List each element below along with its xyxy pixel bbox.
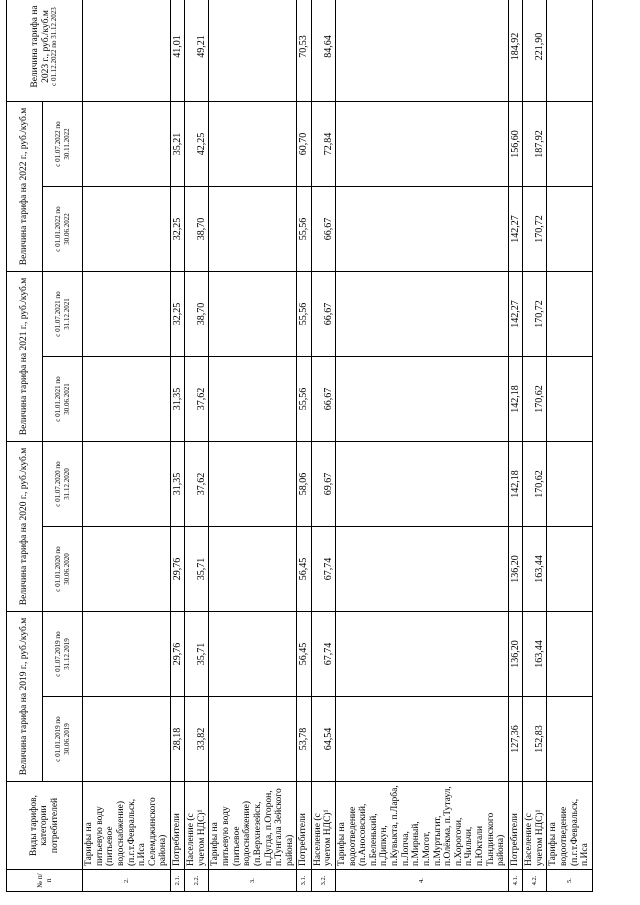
tariff-value: 38,70	[185, 272, 209, 357]
header-2022: Величина тарифа на 2022 г., руб./куб.м	[7, 102, 43, 272]
tariff-value	[547, 102, 593, 187]
tariff-value: 35,71	[185, 527, 209, 612]
tariff-name: Население (с учетом НДС)¹	[311, 782, 335, 870]
tariff-value: 42,25	[185, 102, 209, 187]
tariff-name: Население (с учетом НДС)¹	[523, 782, 547, 870]
table-row	[508, 0, 522, 892]
tariff-value: 28,18	[171, 697, 185, 782]
table-row	[171, 0, 185, 892]
header-2019: Величина тарифа на 2019 г., руб./куб.м	[7, 612, 43, 782]
tariff-value: 66,67	[311, 187, 335, 272]
tariff-name: Потребители	[508, 782, 522, 870]
row-number: 3.2.	[311, 870, 335, 892]
tariff-value: 66,67	[311, 272, 335, 357]
rotated-page	[6, 5, 591, 892]
period-2020-2: с 01.07.2020 по 31.12.2020	[43, 442, 83, 527]
period-2021-1: с 01.01.2021 по 30.06.2021	[43, 357, 83, 442]
row-number: 2.1.	[171, 870, 185, 892]
tariff-value: 49,21	[185, 0, 209, 102]
tariff-name: Население (с учетом НДС)¹	[185, 782, 209, 870]
tariff-value: 184,92	[508, 0, 522, 102]
row-number: 2.	[83, 870, 171, 892]
tariff-value	[335, 357, 508, 442]
tariff-value	[547, 527, 593, 612]
row-number: 5.	[547, 870, 593, 892]
period-2019-2: с 01.07.2019 по 31.12.2019	[43, 612, 83, 697]
tariff-value: 33,82	[185, 697, 209, 782]
tariff-value: 56,45	[297, 612, 311, 697]
tariff-value: 136,20	[508, 612, 522, 697]
tariff-value: 221,90	[523, 0, 547, 102]
table-row	[83, 0, 171, 892]
period-2022-1: с 01.01.2022 по 30.06.2022	[43, 187, 83, 272]
period-2020-1: с 01.01.2020 по 30.06.2020	[43, 527, 83, 612]
table-row	[185, 0, 209, 892]
tariff-value	[547, 442, 593, 527]
tariff-value: 32,25	[171, 272, 185, 357]
tariff-value	[209, 527, 297, 612]
tariff-value: 35,71	[185, 612, 209, 697]
tariff-value: 187,92	[523, 102, 547, 187]
header-type: Виды тарифов, категории потребителей	[7, 782, 83, 870]
tariff-value: 41,01	[171, 0, 185, 102]
tariff-value: 55,56	[297, 187, 311, 272]
tariff-value: 32,25	[171, 187, 185, 272]
tariff-value: 67,74	[311, 527, 335, 612]
tariff-value	[335, 612, 508, 697]
tariff-value	[209, 0, 297, 102]
tariff-table	[6, 0, 593, 892]
tariff-name: Тарифы на питьевую воду (питьевое водоснабжение) (п.Верхнезейск, п.Дугда, п.Огорон, п.Тунгала Зейского района)	[209, 782, 297, 870]
table-row	[335, 0, 508, 892]
tariff-value: 170,72	[523, 187, 547, 272]
tariff-value: 142,27	[508, 272, 522, 357]
tariff-name: Тарифы на водоотведение (п.г.т.Февральск, п.Иса	[547, 782, 593, 870]
tariff-value	[547, 0, 593, 102]
table-row	[297, 0, 311, 892]
header-2023-period: с 01.12.2022 по 31.12.2023	[50, 7, 59, 86]
tariff-value: 170,62	[523, 442, 547, 527]
tariff-value	[335, 442, 508, 527]
tariff-value	[209, 357, 297, 442]
tariff-value: 156,60	[508, 102, 522, 187]
tariff-value	[83, 442, 171, 527]
header-2023-title: Величина тарифа на 2023 г., руб./куб.м	[29, 5, 51, 88]
tariff-value: 31,35	[171, 442, 185, 527]
tariff-value	[83, 357, 171, 442]
row-number: 3.1.	[297, 870, 311, 892]
tariff-value	[209, 612, 297, 697]
tariff-value	[335, 272, 508, 357]
tariff-value: 55,56	[297, 272, 311, 357]
tariff-value: 56,45	[297, 527, 311, 612]
tariff-value: 60,70	[297, 102, 311, 187]
tariff-value	[547, 697, 593, 782]
tariff-value: 35,21	[171, 102, 185, 187]
tariff-value: 29,76	[171, 527, 185, 612]
tariff-value	[335, 697, 508, 782]
row-number: 2.2.	[185, 870, 209, 892]
tariff-value	[209, 272, 297, 357]
period-2019-1: с 01.01.2019 по 30.06.2019	[43, 697, 83, 782]
tariff-value: 38,70	[185, 187, 209, 272]
tariff-value: 142,27	[508, 187, 522, 272]
tariff-value: 53,78	[297, 697, 311, 782]
table-body	[83, 0, 593, 892]
tariff-value: 55,56	[297, 357, 311, 442]
period-2021-2: с 01.07.2021 по 31.12.2021	[43, 272, 83, 357]
tariff-value	[83, 187, 171, 272]
tariff-value: 37,62	[185, 442, 209, 527]
row-number: 4.1.	[508, 870, 522, 892]
tariff-value	[547, 357, 593, 442]
table-row	[523, 0, 547, 892]
tariff-value: 84,64	[311, 0, 335, 102]
header-2020: Величина тарифа на 2020 г., руб./куб.м	[7, 442, 43, 612]
header-2023	[7, 0, 83, 102]
tariff-value	[83, 0, 171, 102]
tariff-value: 70,53	[297, 0, 311, 102]
row-number: 3.	[209, 870, 297, 892]
tariff-value	[209, 187, 297, 272]
period-2022-2: с 01.07.2022 по 30.11.2022	[43, 102, 83, 187]
tariff-value: 127,36	[508, 697, 522, 782]
tariff-value: 67,74	[311, 612, 335, 697]
tariff-value	[209, 442, 297, 527]
table-row	[209, 0, 297, 892]
tariff-value: 69,67	[311, 442, 335, 527]
header-num: № п/п	[7, 870, 83, 892]
tariff-value	[83, 697, 171, 782]
tariff-value	[209, 697, 297, 782]
tariff-value	[335, 187, 508, 272]
tariff-value: 72,84	[311, 102, 335, 187]
tariff-value	[83, 612, 171, 697]
tariff-value	[547, 187, 593, 272]
row-number: 4.2.	[523, 870, 547, 892]
tariff-value: 142,18	[508, 442, 522, 527]
tariff-value: 163,44	[523, 612, 547, 697]
header-2021: Величина тарифа на 2021 г., руб./куб.м	[7, 272, 43, 442]
tariff-name: Потребители	[297, 782, 311, 870]
tariff-value: 136,20	[508, 527, 522, 612]
tariff-value: 37,62	[185, 357, 209, 442]
tariff-value: 64,54	[311, 697, 335, 782]
tariff-value	[335, 527, 508, 612]
tariff-value: 152,83	[523, 697, 547, 782]
tariff-value	[547, 272, 593, 357]
tariff-value	[335, 102, 508, 187]
tariff-value: 170,62	[523, 357, 547, 442]
tariff-value	[335, 0, 508, 102]
tariff-value	[83, 527, 171, 612]
tariff-value: 58,06	[297, 442, 311, 527]
tariff-value: 31,35	[171, 357, 185, 442]
tariff-value: 66,67	[311, 357, 335, 442]
tariff-value	[547, 612, 593, 697]
tariff-value	[83, 272, 171, 357]
tariff-value: 29,76	[171, 612, 185, 697]
tariff-value	[209, 102, 297, 187]
tariff-value: 170,72	[523, 272, 547, 357]
tariff-value: 142,18	[508, 357, 522, 442]
tariff-name: Тарифы на водоотведение (п.Аносовский, п.Беленький, п.Дипкун, п.Кувыкта, п.Ларба, п.Лопча, п.Мирный, п.Могот, п.Муртыгит, п.Олёкма, п.Тутаул, п.Хорогочи, п.Чильчи, п.Юктали Тындинского района)	[335, 782, 508, 870]
tariff-value	[83, 102, 171, 187]
row-number: 4.	[335, 870, 508, 892]
tariff-name: Потребители	[171, 782, 185, 870]
tariff-name: Тарифы на питьевую воду (питьевое водоснабжение) (п.г.т.Февральск, п.Иса Селемджинского района)	[83, 782, 171, 870]
table-row	[547, 0, 593, 892]
tariff-value: 163,44	[523, 527, 547, 612]
table-row	[311, 0, 335, 892]
